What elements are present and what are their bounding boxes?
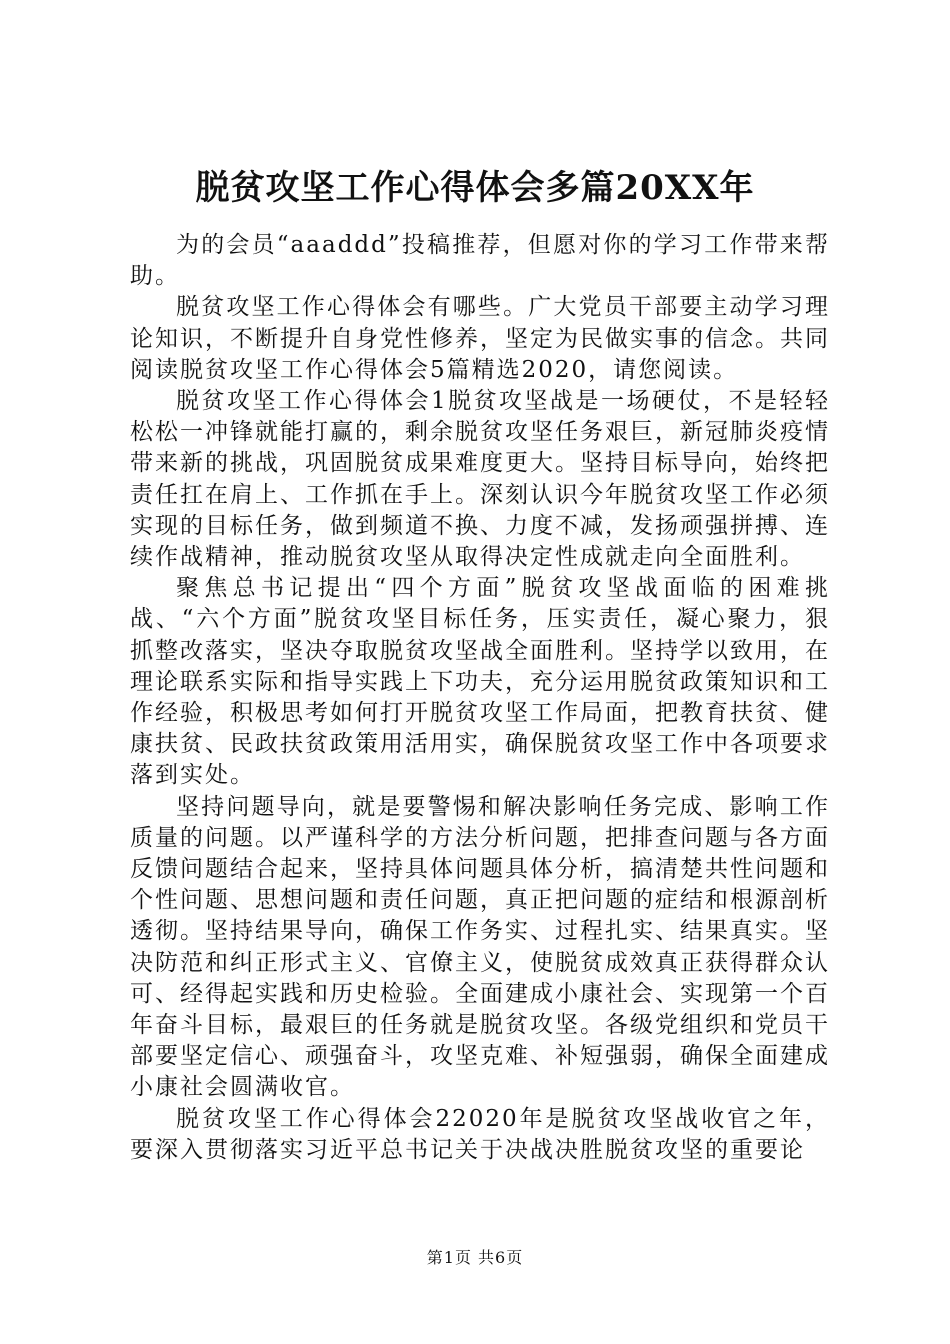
paragraph: 脱贫攻坚工作心得体会有哪些。广大党员干部要主动学习理论知识，不断提升自身党性修养，坚定为民做实事的信念。共同阅读脱贫攻坚工作心得体会5篇精选2020，请您阅读。 [130,294,830,383]
paragraph: 脱贫攻坚工作心得体会22020年是脱贫攻坚战收官之年，要深入贯彻落实习近平总书记关于决战决胜脱贫攻坚的重要论 [130,1105,830,1163]
document-body [130,230,830,1166]
document-title: 脱贫攻坚工作心得体会多篇20XX年 [195,168,755,208]
paragraph: 聚焦总书记提出“四个方面”脱贫攻坚战面临的困难挑战、“六个方面”脱贫攻坚目标任务，压实责任，凝心聚力，狠抓整改落实，坚决夺取脱贫攻坚战全面胜利。坚持学以致用，在理论联系实际和指导实践上下功夫，充分运用脱贫政策知识和工作经验，积极思考如何打开脱贫攻坚工作局面，把教育扶贫、健康扶贫、民政扶贫政策用活用实，确保脱贫攻坚工作中各项要求落到实处。 [130,575,830,789]
page-number-footer: 第1页 共6页 [426,1248,524,1267]
paragraph: 坚持问题导向，就是要警惕和解决影响任务完成、影响工作质量的问题。以严谨科学的方法分析问题，把排查问题与各方面反馈问题结合起来，坚持具体问题具体分析，搞清楚共性问题和个性问题、思想问题和责任问题，真正把问题的症结和根源剖析透彻。坚持结果导向，确保工作务实、过程扎实、结果真实。坚决防范和纠正形式主义、官僚主义，使脱贫成效真正获得群众认可、经得起实践和历史检验。全面建成小康社会、实现第一个百年奋斗目标，最艰巨的任务就是脱贫攻坚。各级党组织和党员干部要坚定信心、顽强奋斗，攻坚克难、补短强弱，确保全面建成小康社会圆满收官。 [130,793,830,1101]
paragraph: 为的会员“aaaddd”投稿推荐，但愿对你的学习工作带来帮助。 [130,232,830,290]
paragraph: 脱贫攻坚工作心得体会1脱贫攻坚战是一场硬仗，不是轻轻松松一冲锋就能打赢的，剩余脱贫攻坚任务艰巨，新冠肺炎疫情带来新的挑战，巩固脱贫成果难度更大。坚持目标导向，始终把责任扛在肩上、工作抓在手上。深刻认识今年脱贫攻坚工作必须实现的目标任务，做到频道不换、力度不减，发扬顽强拼搏、连续作战精神，推动脱贫攻坚从取得决定性成就走向全面胜利。 [130,388,830,571]
